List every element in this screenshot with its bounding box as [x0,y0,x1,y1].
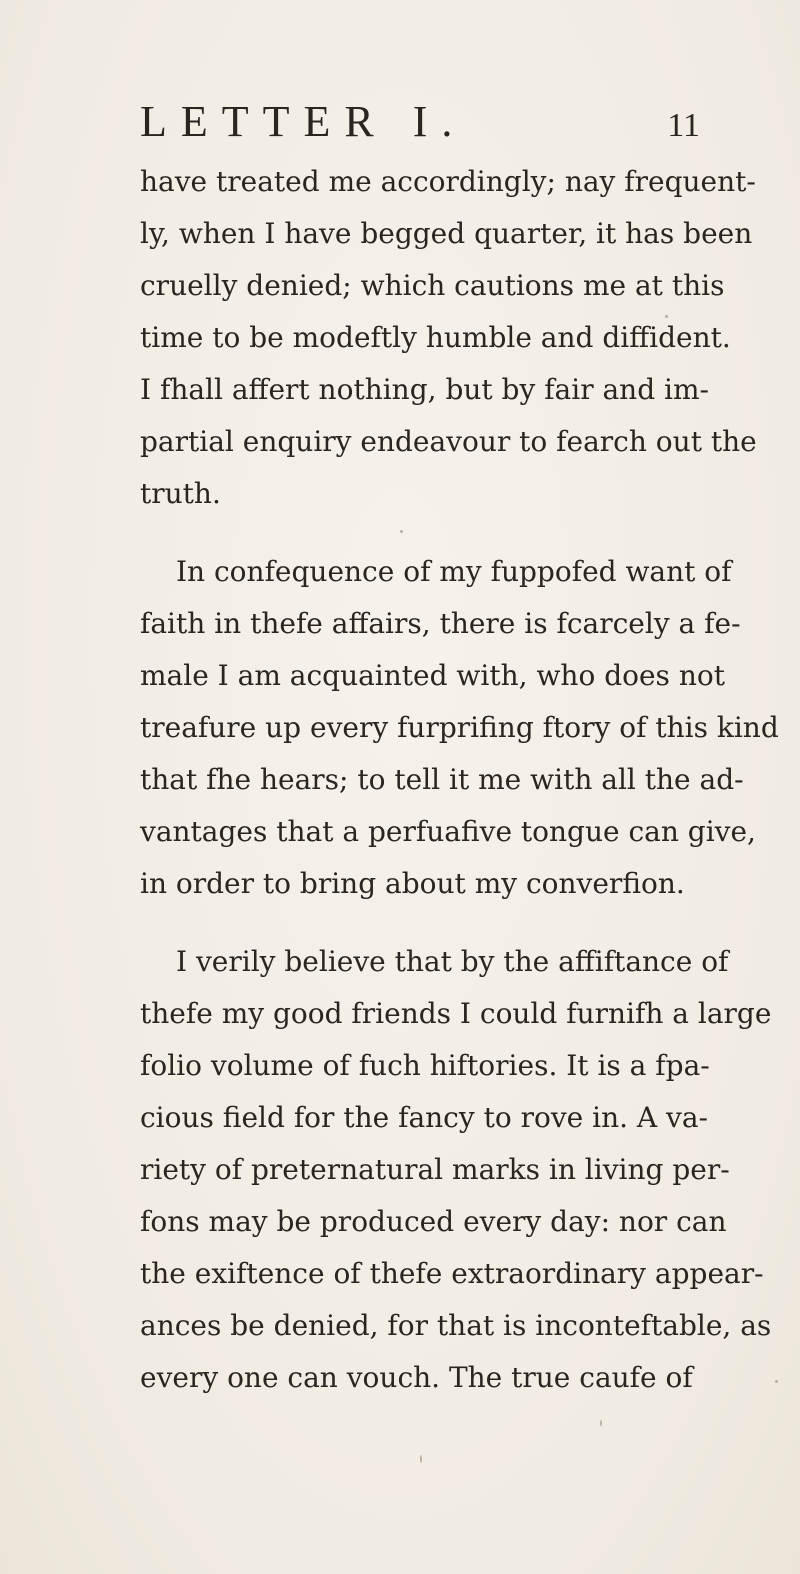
text-line: every one can vouch. The true caufe of [140,1361,693,1394]
text-line: I fhall affert nothing, but by fair and im- [140,373,710,406]
text-line: vantages that a perfuafive tongue can give, [140,815,756,848]
paper-speck [775,1380,778,1383]
text-line: in order to bring about my converfion. [140,867,685,900]
text-line: thefe my good friends I could furnifh a large [140,997,772,1030]
paper-speck [420,1455,422,1463]
text-line: male I am acquainted with, who does not [140,659,725,692]
page-number: 11 [667,107,700,144]
text-line: fons may be produced every day: nor can [140,1205,727,1238]
text-line: ances be denied, for that is inconteftable, as [140,1309,772,1342]
text-line: ly, when I have begged quarter, it has been [140,217,753,250]
text-line: In confequence of my fuppofed want of [176,555,732,588]
text-line: cruelly denied; which cautions me at this [140,269,725,302]
paper-speck [665,315,668,318]
text-line: I verily believe that by the affiftance of [176,945,729,978]
paper-speck [400,530,403,533]
text-line: partial enquiry endeavour to fearch out the [140,425,757,458]
text-line: time to be modeftly humble and diffident. [140,321,731,354]
text-line: treafure up every furprifing ftory of this kind [140,711,779,744]
text-line: that fhe hears; to tell it me with all the ad- [140,763,744,796]
text-line: the exiftence of thefe extraordinary appear- [140,1257,764,1290]
paper-speck [600,1420,602,1426]
text-line: faith in thefe affairs, there is fcarcely a fe- [140,607,741,640]
text-line: riety of preternatural marks in living per- [140,1153,730,1186]
text-line: cious field for the fancy to rove in. A va- [140,1101,708,1134]
text-line: folio volume of fuch hiftories. It is a fpa- [140,1049,710,1082]
running-head: LETTER I. [140,97,467,146]
text-line: have treated me accordingly; nay frequent- [140,165,756,198]
text-line: truth. [140,477,221,510]
